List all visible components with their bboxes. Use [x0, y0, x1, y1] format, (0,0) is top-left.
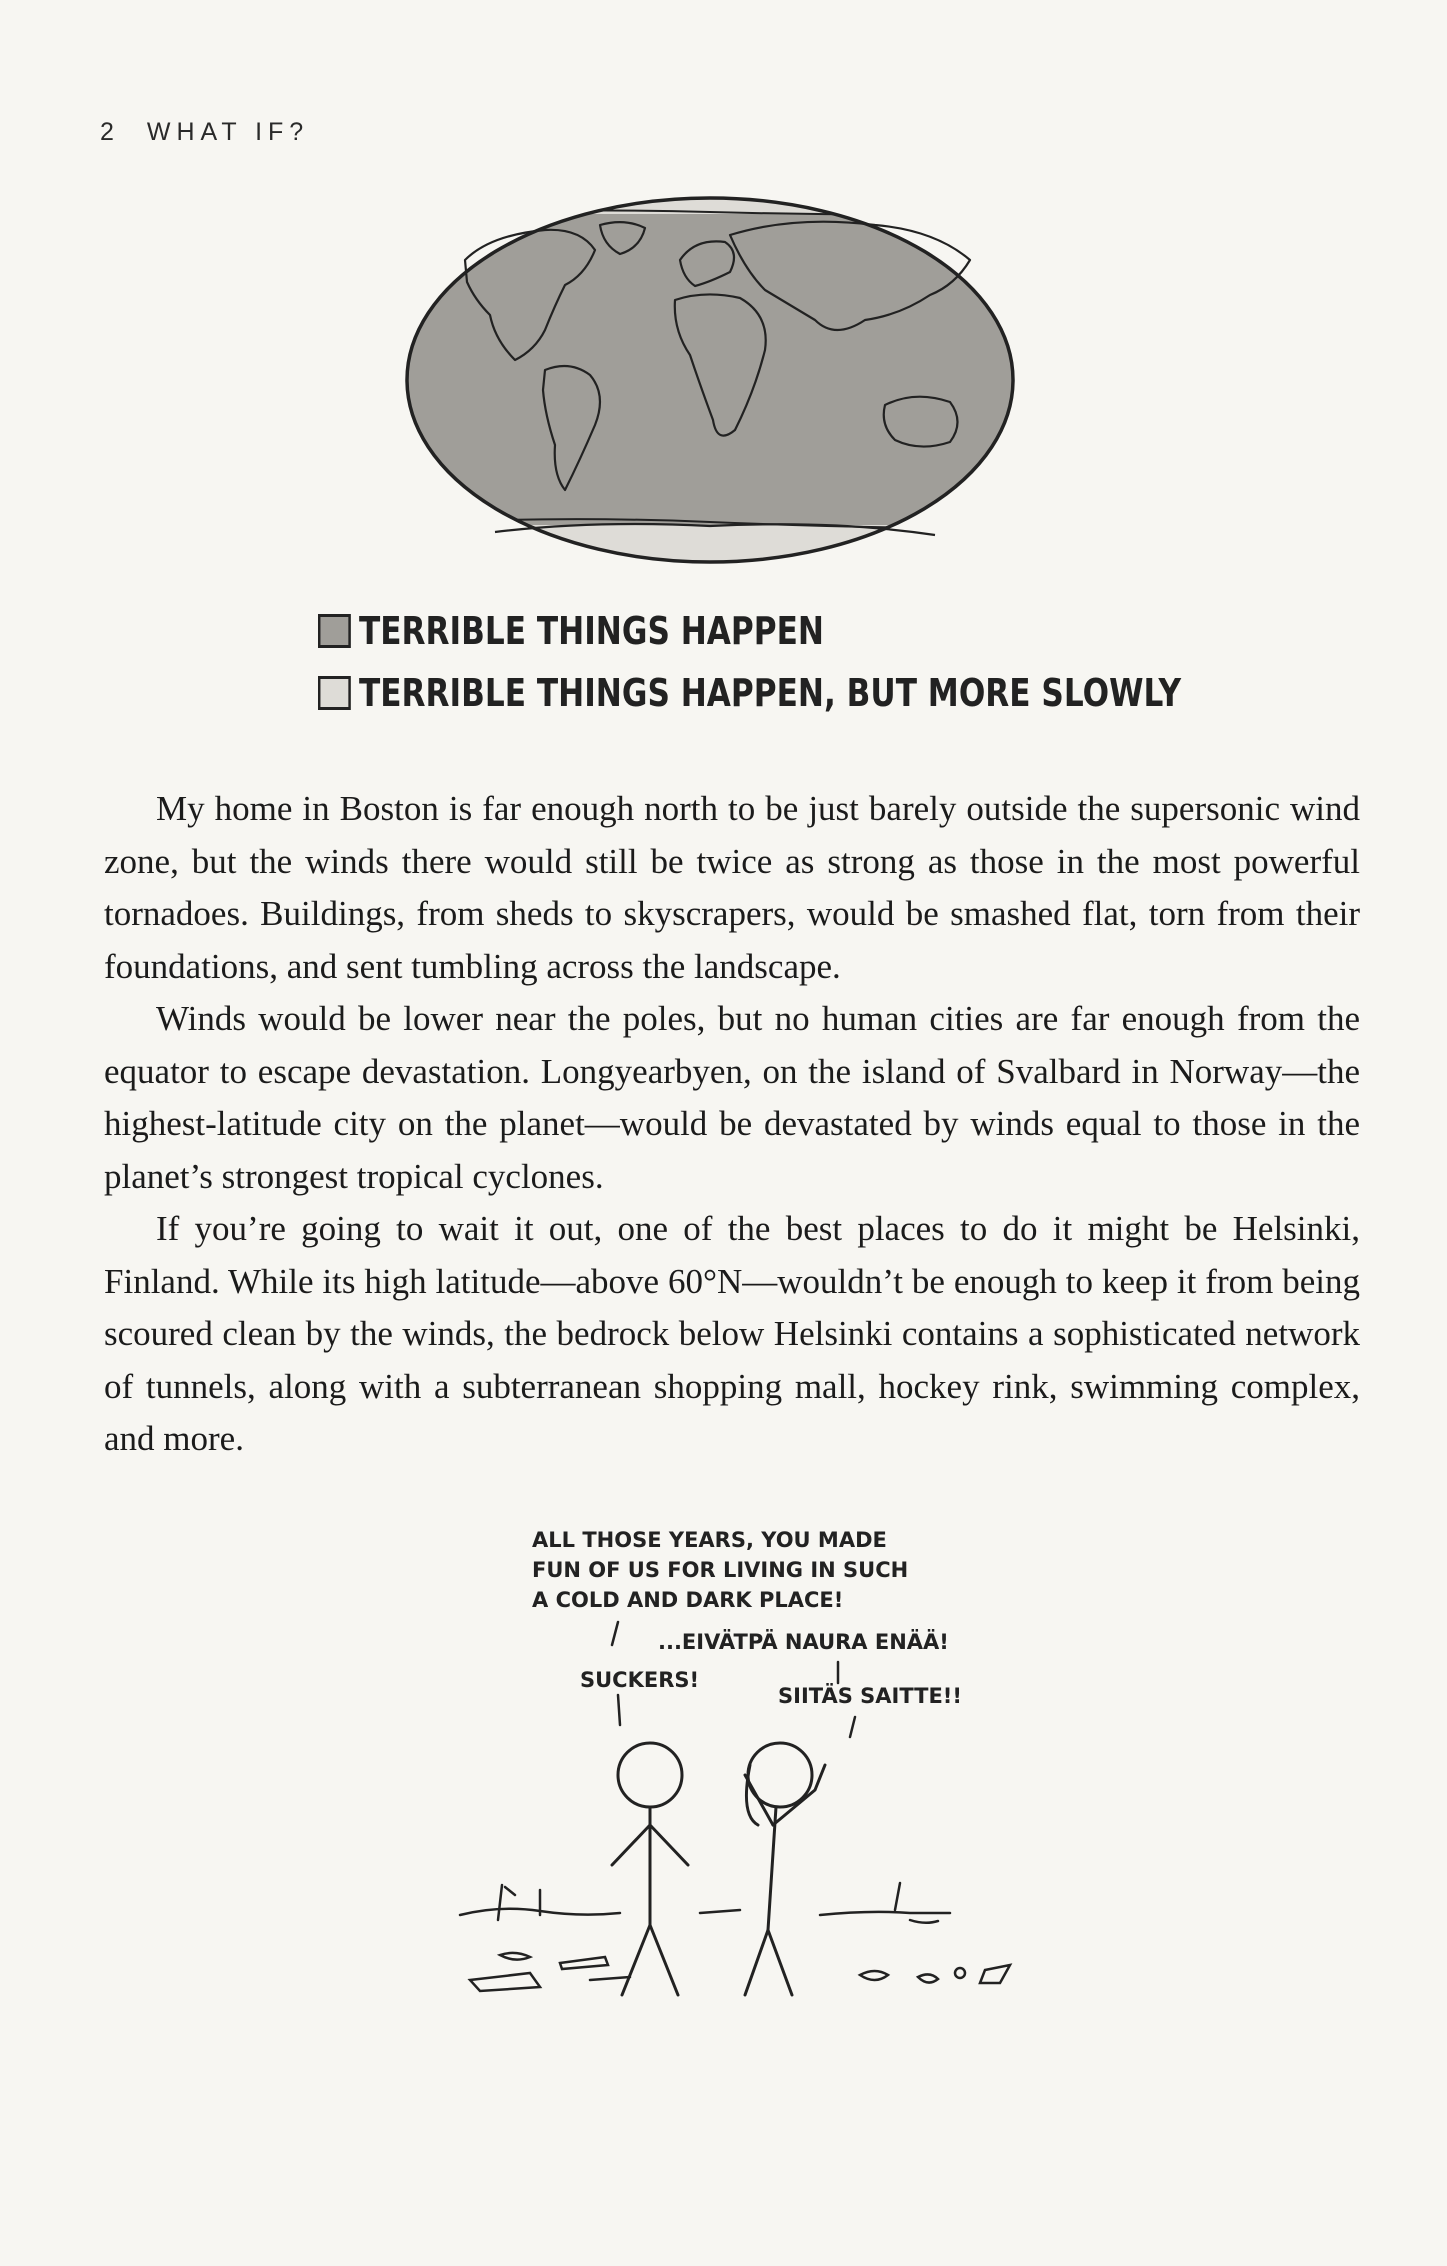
speech-line: FUN OF US FOR LIVING IN SUCH — [532, 1558, 909, 1582]
rubble-ground — [460, 1883, 1010, 1991]
legend-item-slow — [318, 662, 1181, 724]
body-text — [104, 783, 1360, 1466]
page-number: 2 — [100, 118, 120, 146]
paragraph: If you’re going to wait it out, one of the best places to do it might be Helsinki, Finland. While its high latitude—above 60°N—wouldn’t be enough to keep it from being scoured clean by the winds, the bedrock below Helsinki contains a sophisticated network of tunnels, along with a subterranean shopping mall, hockey rink, swimming complex, and more. — [104, 1209, 1360, 1458]
world-map-illustration — [395, 190, 1025, 570]
speech-line: ...EIVÄTPÄ NAURA ENÄÄ! — [658, 1630, 949, 1654]
legend-label-severe: TERRIBLE THINGS HAPPEN — [359, 609, 824, 653]
paragraph: Winds would be lower near the poles, but no human cities are far enough from the equator to escape devastation. Longyearbyen, on the island of Svalbard in Norway—the highest-latitude city on the planet—would be devastated by winds equal to those in the planet’s strongest tropical cyclones. — [104, 999, 1360, 1196]
legend-swatch-light — [318, 676, 351, 710]
book-title: WHAT IF? — [146, 118, 310, 146]
running-head — [100, 118, 309, 147]
paragraph: My home in Boston is far enough north to be just barely outside the supersonic wind zone, but the winds there would still be twice as strong as those in the most powerful tornadoes. Buildings, from sheds to skyscrapers, would be smashed flat, torn from their foundations, and sent tumbling across the landscape. — [104, 789, 1360, 986]
speech-line: A COLD AND DARK PLACE! — [532, 1588, 844, 1612]
map-legend — [318, 600, 1181, 724]
stick-figure-left — [612, 1743, 688, 1995]
speech-line: SUCKERS! — [580, 1668, 700, 1692]
speech-line: SIITÄS SAITTE!! — [778, 1684, 962, 1708]
stick-figure-right — [745, 1743, 825, 1995]
legend-item-severe — [318, 600, 1181, 662]
speech-line: ALL THOSE YEARS, YOU MADE — [532, 1528, 887, 1552]
legend-swatch-dark — [318, 614, 351, 648]
stick-figure-comic — [440, 1525, 1040, 2035]
legend-label-slow: TERRIBLE THINGS HAPPEN, BUT MORE SLOWLY — [359, 671, 1182, 715]
